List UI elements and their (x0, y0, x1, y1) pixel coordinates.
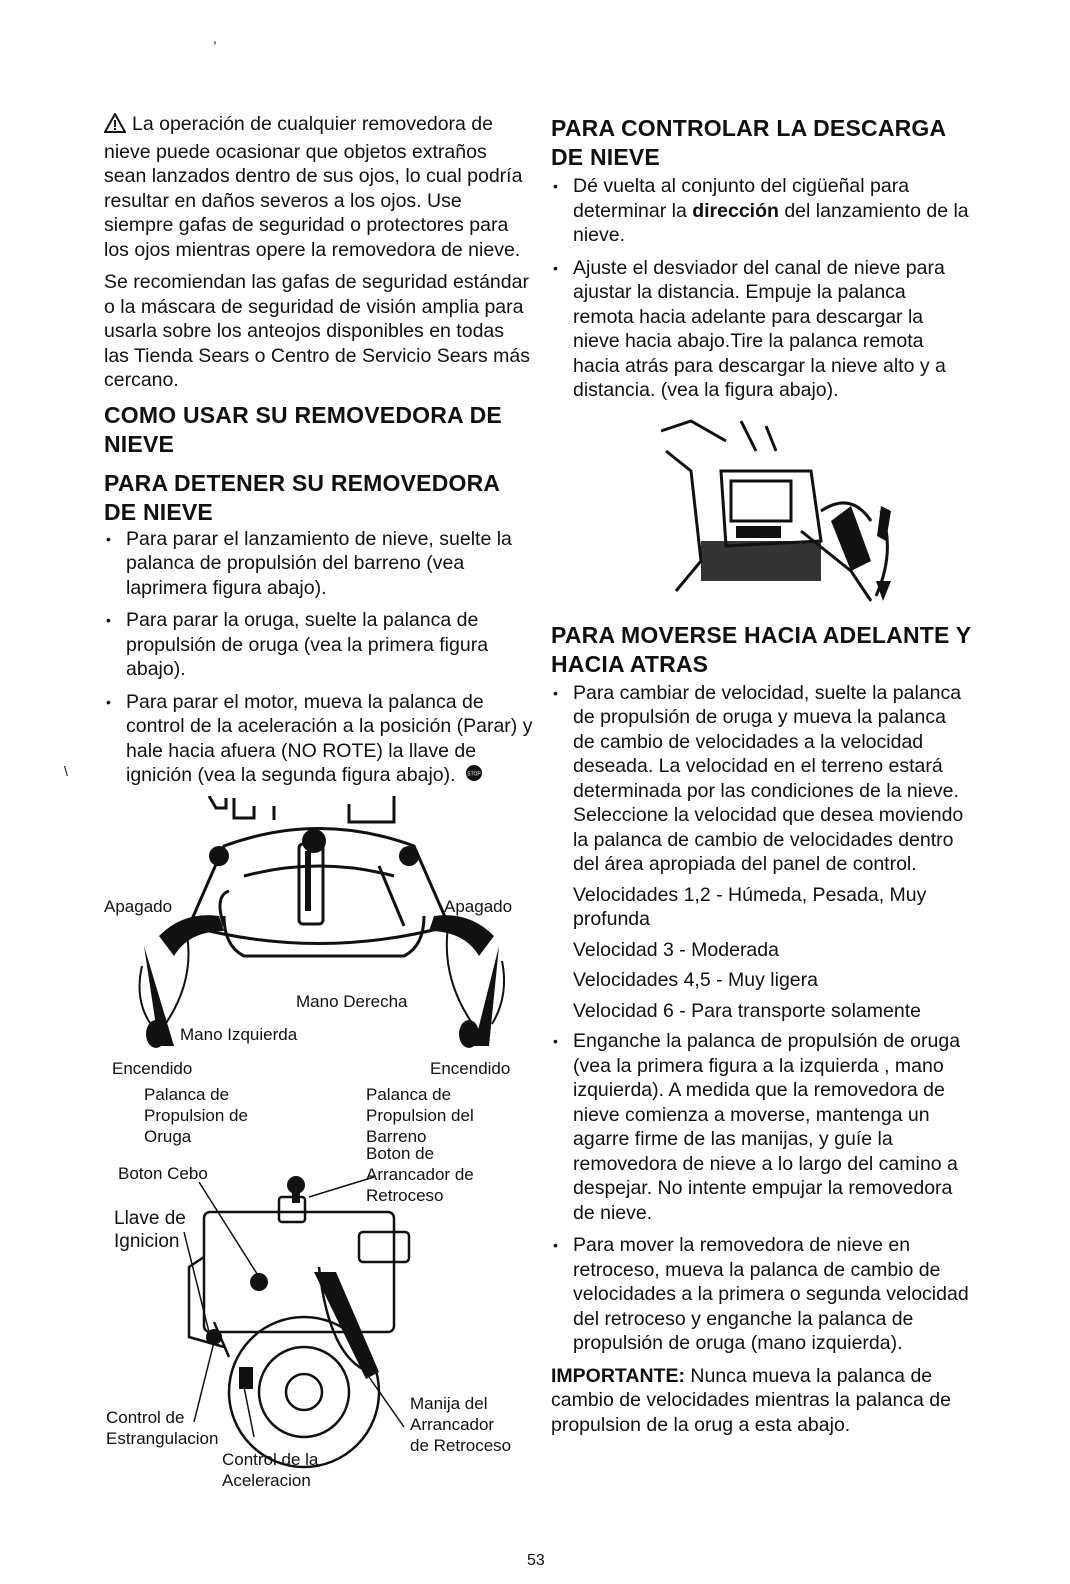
discharge-list (551, 174, 971, 403)
list-item: • Para mover la removedora de nieve en retroceso, mueva la palanca de cambio de velocidades a la primera o segunda velocidad del retroceso y enganche la palanca de propulsión de oruga (mano izquierda). (551, 1233, 971, 1356)
left-column (104, 112, 534, 1502)
speed-line: Velocidad 6 - Para transporte solamente (573, 999, 921, 1022)
stop-icon (465, 764, 483, 789)
move-list (551, 681, 971, 877)
label-encendido-right: Encendido (430, 1059, 511, 1079)
label-control-estrangulacion: Control de Estrangulacion (106, 1408, 219, 1449)
list-item: • Para parar la oruga, suelte la palanca de propulsión de oruga (vea la primera figura abajo). (104, 608, 534, 682)
heading-detener: PARA DETENER SU REMOVEDORA DE NIEVE (104, 469, 500, 525)
page-number: 53 (527, 1552, 545, 1569)
label-mano-izquierda: Mano Izquierda (180, 1025, 298, 1045)
speed-line: Velocidades 4,5 - Muy ligera (573, 969, 818, 991)
label-encendido-left: Encendido (112, 1059, 193, 1079)
warning-triangle-icon (104, 113, 126, 140)
label-apagado-right: Apagado (444, 897, 513, 917)
label-palanca-barreno: Palanca de Propulsion del Barreno (366, 1085, 474, 1147)
figure-handles (104, 796, 534, 1147)
figure-engine (104, 1144, 534, 1502)
heading-descarga: PARA CONTROLAR LA DESCARGA DE NIEVE (551, 115, 946, 170)
stray-mark: \ (64, 763, 68, 779)
list-item: • Ajuste el desviador del canal de nieve para ajustar la distancia. Empuje la palanca remota hacia adelante para descargar la nieve hacia abajo.Tire la palanca remota hacia atrás para descargar la nieve alto y a distancia. (vea la figura abajo). (551, 256, 971, 403)
speed-line: Velocidad 3 - Moderada (573, 938, 779, 961)
warning-paragraph: La operación de cualquier removedora de nieve puede ocasionar que objetos extraños sean lanzados dentro de sus ojos, lo cual podría resultar en daños severos a los ojos. Use siempre gafas de seguridad o protectores para los ojos mientras opere la removedora de nieve. (104, 113, 523, 261)
chute-illustration (551, 411, 971, 611)
stray-mark: , (213, 30, 217, 46)
list-item: • Para cambiar de velocidad, suelte la palanca de propulsión de oruga y mueva la palanca de cambio de velocidades a la velocidad deseada. La velocidad en el terreno estará determinada por las condiciones de la nieve. Seleccione la velocidad que desea moviendo la palanca de cambio de velocidades dentro del área apropiada del panel de control. (551, 681, 971, 877)
stop-icon-text: STOP (467, 771, 481, 778)
stop-list (104, 527, 534, 789)
heading-como-usar: COMO USAR SU REMOVEDORA DE NIEVE (104, 401, 502, 457)
heading-moverse: PARA MOVERSE HACIA ADELANTE Y HACIA ATRAS (551, 621, 971, 677)
label-llave-ignicion: Llave de Ignicion (114, 1208, 186, 1253)
list-item: • Para parar el lanzamiento de nieve, suelte la palanca de propulsión del barreno (vea laprimera figura abajo). (104, 527, 534, 601)
important-label: IMPORTANTE: (551, 1364, 685, 1387)
list-item: • Para parar el motor, mueva la palanca de control de la aceleración a la posición (Parar) y hale hacia afuera (NO ROTE) la llave de ignición (vea la segunda figura abajo). STOP (104, 690, 534, 789)
list-item: • Enganche la palanca de propulsión de oruga (vea la primera figura a la izquierda , mano izquierda). A medida que la removedora de nieve comienza a moverse, mantenga un agarre firme de las manijas, y guíe la removedora de nieve a lo largo del camino a despejar. No intente empujar la removedora de nieve. (551, 1029, 971, 1225)
figure-chute (551, 411, 971, 611)
label-apagado-left: Apagado (104, 897, 173, 917)
label-boton-arrancador: Boton de Arrancador de Retroceso (366, 1144, 474, 1206)
handles-illustration (104, 796, 534, 1056)
label-boton-cebo: Boton Cebo (118, 1164, 208, 1184)
list-item: • Dé vuelta al conjunto del cigüeñal para determinar la dirección del lanzamiento de la nieve. (551, 174, 971, 248)
label-mano-derecha: Mano Derecha (296, 992, 408, 1012)
label-manija-arrancador: Manija del Arrancador de Retroceso (410, 1394, 512, 1456)
move-list-2 (551, 1029, 971, 1356)
speed-line: Velocidades 1,2 - Húmeda, Pesada, Muy profunda (573, 883, 927, 930)
label-palanca-oruga: Palanca de Propulsion de Oruga (144, 1085, 248, 1147)
recommend-paragraph: Se recomiendan las gafas de seguridad estándar o la máscara de seguridad de visión amplia para usarla sobre los anteojos disponibles en todas las Tienda Sears o Centro de Servicio Sears más cercano. (104, 271, 530, 391)
right-column (551, 112, 971, 1437)
label-control-aceleracion: Control de la Aceleracion (222, 1450, 319, 1491)
important-note: IMPORTANTE: Nunca mueva la palanca de cambio de velocidades mientras la palanca de propulsion de la orug a esta abajo. (551, 1364, 951, 1436)
